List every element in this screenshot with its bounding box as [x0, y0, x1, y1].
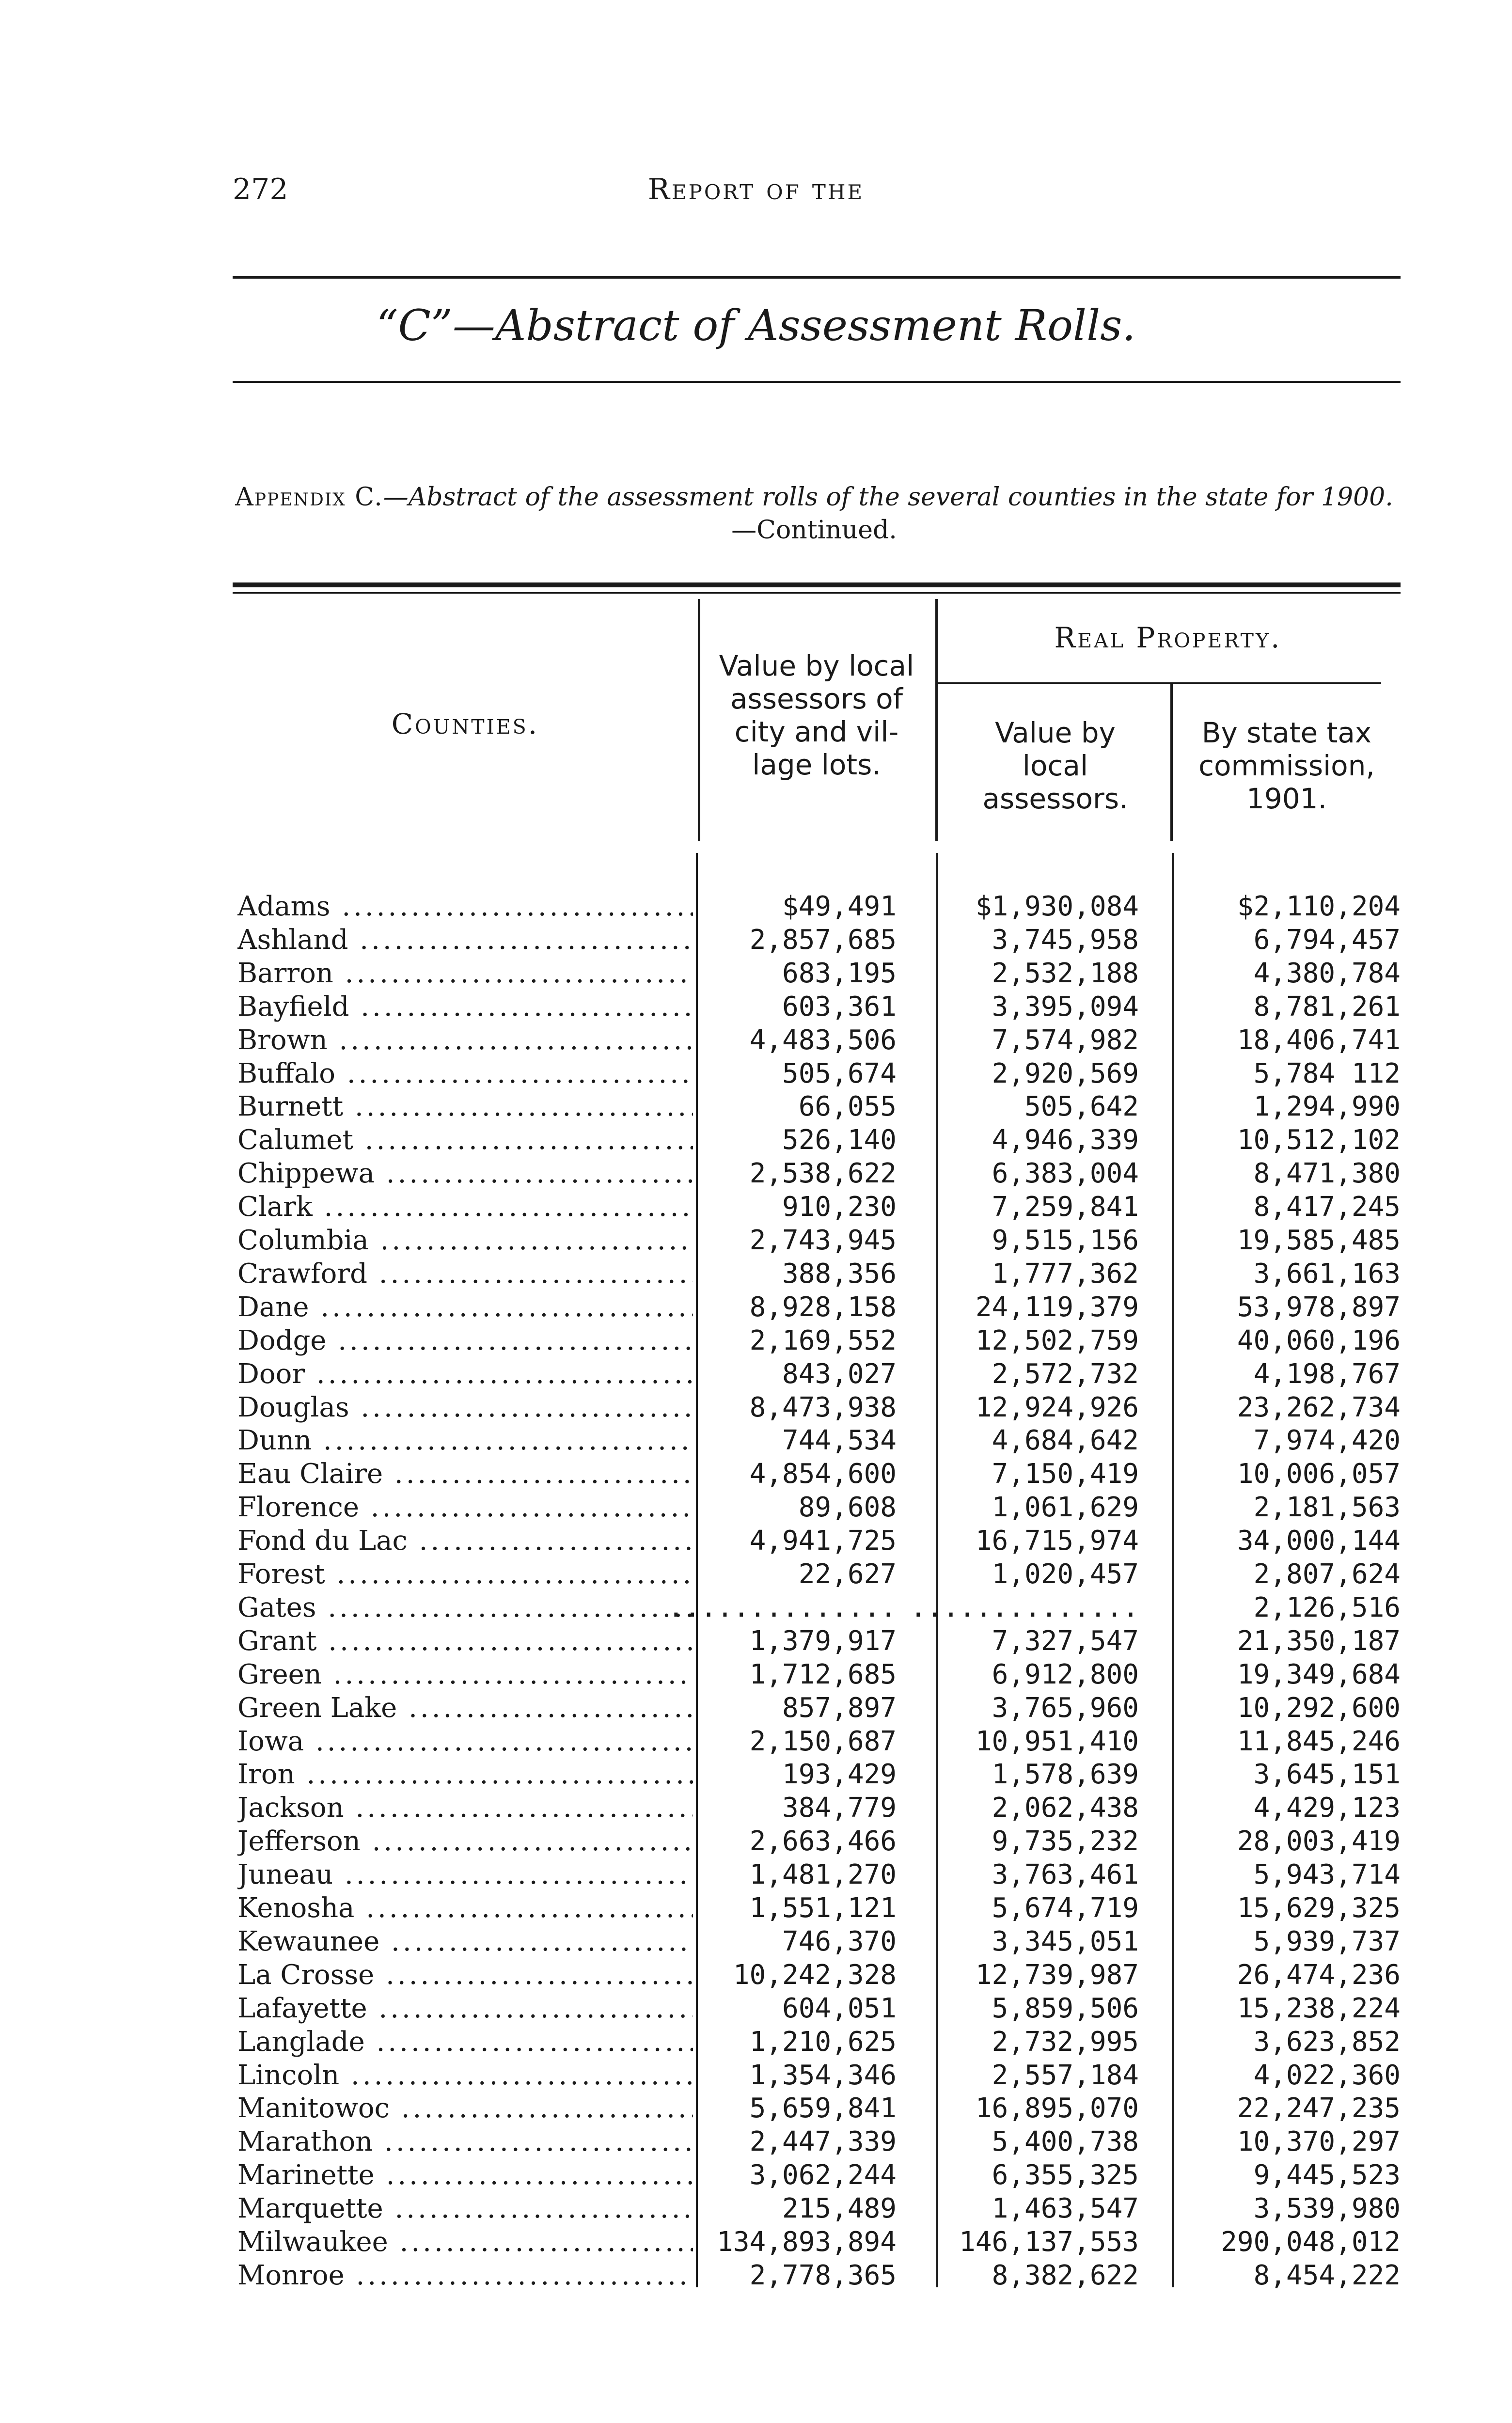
state-commission-value: 4,429,123 — [1253, 1792, 1401, 1824]
state-commission-value: 2,126,516 — [1253, 1591, 1401, 1623]
county-name: Lincoln ..... — [237, 2059, 693, 2092]
city-lots-value: 384,779 — [782, 1792, 897, 1824]
header-divider — [935, 599, 938, 841]
state-commission-value: 3,645,151 — [1253, 1759, 1401, 1791]
table-top-rule — [233, 582, 1401, 587]
city-lots-value: 1,481,270 — [749, 1859, 897, 1891]
state-commission-value: 3,539,980 — [1253, 2193, 1401, 2225]
table-row — [233, 957, 1401, 990]
col-city-lots-line: assessors of — [730, 682, 903, 715]
county-name: Kewaunee ..... — [237, 1925, 693, 1958]
county-name: Grant ..... — [237, 1624, 693, 1658]
city-lots-value: 2,743,945 — [749, 1225, 897, 1256]
title-rule — [233, 381, 1401, 383]
state-commission-value: 10,292,600 — [1237, 1692, 1401, 1724]
table-row — [233, 1791, 1401, 1825]
table-row — [233, 1391, 1401, 1424]
state-commission-value: 15,238,224 — [1237, 1992, 1401, 2024]
county-name: La Crosse ..... — [237, 1958, 693, 1992]
local-assessors-value: 4,946,339 — [992, 1124, 1139, 1156]
city-lots-value: 4,854,600 — [749, 1458, 897, 1490]
city-lots-value: $49,491 — [782, 891, 897, 922]
state-commission-value: 8,781,261 — [1253, 991, 1401, 1023]
table-row — [233, 2025, 1401, 2059]
county-name: Iowa ..... — [237, 1725, 693, 1758]
table-row — [233, 1524, 1401, 1558]
local-assessors-value: 6,912,800 — [992, 1658, 1139, 1690]
local-assessors-value: 7,574,982 — [992, 1024, 1139, 1056]
local-assessors-value: 5,400,738 — [992, 2126, 1139, 2158]
local-assessors-value: 12,502,759 — [975, 1324, 1139, 1356]
table-row — [233, 1925, 1401, 1958]
col-city-lots-line: Value by local — [719, 649, 914, 682]
state-commission-value: 2,181,563 — [1253, 1492, 1401, 1524]
state-commission-value: $2,110,204 — [1237, 891, 1401, 922]
state-commission-value: 4,198,767 — [1253, 1358, 1401, 1390]
county-name: Bayfield ..... — [237, 990, 693, 1023]
county-name: Iron ..... — [237, 1758, 693, 1791]
caption-tail: —Continued. — [731, 516, 897, 545]
state-commission-value: 40,060,196 — [1237, 1324, 1401, 1356]
county-name: Clark ..... — [237, 1190, 693, 1224]
table-row — [233, 1090, 1401, 1123]
state-commission-value: 3,661,163 — [1253, 1258, 1401, 1290]
city-lots-value: 526,140 — [782, 1124, 897, 1156]
county-name: Door ..... — [237, 1357, 693, 1391]
table-row — [233, 2125, 1401, 2158]
city-lots-value: 1,551,121 — [749, 1892, 897, 1924]
local-assessors-value: 9,735,232 — [992, 1825, 1139, 1857]
local-assessors-value: 1,777,362 — [992, 1258, 1139, 1290]
city-lots-value: 8,473,938 — [749, 1391, 897, 1423]
local-assessors-value: 2,532,188 — [992, 957, 1139, 989]
local-assessors-value: 10,951,410 — [975, 1725, 1139, 1757]
city-lots-value: 604,051 — [782, 1992, 897, 2024]
col-real-property: Real Property. — [1054, 621, 1282, 654]
local-assessors-value: 4,684,642 — [992, 1425, 1139, 1457]
county-name: Dodge ..... — [237, 1324, 693, 1357]
table-row — [233, 1691, 1401, 1725]
local-assessors-value: 7,150,419 — [992, 1458, 1139, 1490]
table-caption — [233, 481, 1396, 547]
table-row — [233, 1891, 1401, 1925]
county-name: Dunn ..... — [237, 1424, 693, 1457]
city-lots-value: 746,370 — [782, 1925, 897, 1957]
city-lots-value: 89,608 — [798, 1492, 897, 1524]
county-name: Forest ..... — [237, 1558, 693, 1591]
local-assessors-value: 505,642 — [1024, 1091, 1139, 1123]
table-row — [233, 2092, 1401, 2125]
table-row — [233, 1591, 1401, 1624]
col-local-line: assessors. — [982, 782, 1128, 815]
state-commission-value: 3,623,852 — [1253, 2026, 1401, 2058]
state-commission-value: 18,406,741 — [1237, 1024, 1401, 1056]
city-lots-value: 22,627 — [798, 1558, 897, 1590]
table-row — [233, 1157, 1401, 1190]
city-lots-value: .............. — [667, 1591, 897, 1623]
state-commission-value: 5,939,737 — [1253, 1925, 1401, 1957]
city-lots-value: 10,242,328 — [733, 1959, 897, 1991]
state-commission-value: 7,974,420 — [1253, 1425, 1401, 1457]
county-name: Lafayette ..... — [237, 1992, 693, 2025]
county-name: Marinette ..... — [237, 2158, 693, 2192]
county-name: Fond du Lac ..... — [237, 1524, 693, 1558]
table-row — [233, 1023, 1401, 1057]
city-lots-value: 683,195 — [782, 957, 897, 989]
col-city-lots-line: lage lots. — [752, 748, 881, 781]
local-assessors-value: 5,674,719 — [992, 1892, 1139, 1924]
city-lots-value: 388,356 — [782, 1258, 897, 1290]
city-lots-value: 1,712,685 — [749, 1658, 897, 1690]
table-row — [233, 1123, 1401, 1157]
local-assessors-value: 16,715,974 — [975, 1525, 1139, 1557]
local-assessors-value: 146,137,553 — [959, 2226, 1139, 2258]
county-name: Manitowoc ..... — [237, 2092, 693, 2125]
county-name: Brown ..... — [237, 1023, 693, 1057]
county-name: Chippewa ..... — [237, 1157, 693, 1190]
table-row — [233, 1725, 1401, 1758]
local-assessors-value: 2,920,569 — [992, 1057, 1139, 1089]
header-divider — [698, 599, 700, 841]
state-commission-value: 21,350,187 — [1237, 1625, 1401, 1657]
county-name: Jackson ..... — [237, 1791, 693, 1825]
local-assessors-value: 6,355,325 — [992, 2159, 1139, 2191]
state-commission-value: 8,471,380 — [1253, 1158, 1401, 1190]
running-title: Report of the — [647, 173, 865, 206]
table-row — [233, 1357, 1401, 1391]
section-title: “C”—Abstract of Assessment Rolls. — [376, 300, 1136, 350]
table-top-rule-thin — [233, 592, 1401, 594]
state-commission-value: 5,943,714 — [1253, 1859, 1401, 1891]
local-assessors-value: 3,763,461 — [992, 1859, 1139, 1891]
table-row — [233, 2192, 1401, 2225]
caption-lead: Appendix C. — [235, 483, 383, 512]
county-name: Langlade ..... — [237, 2025, 693, 2059]
local-assessors-value: 24,119,379 — [975, 1291, 1139, 1323]
city-lots-value: 2,778,365 — [749, 2259, 897, 2291]
table-row — [233, 1324, 1401, 1357]
city-lots-value: 2,169,552 — [749, 1324, 897, 1356]
county-name: Gates ..... — [237, 1591, 693, 1624]
col-state-line: commission, — [1198, 749, 1375, 782]
county-name: Adams ..... — [237, 890, 693, 923]
real-property-rule — [938, 682, 1381, 684]
state-commission-value: 19,585,485 — [1237, 1225, 1401, 1256]
col-city-lots-line: city and vil- — [734, 715, 899, 748]
state-commission-value: 28,003,419 — [1237, 1825, 1401, 1857]
county-name: Dane ..... — [237, 1290, 693, 1324]
state-commission-value: 11,845,246 — [1237, 1725, 1401, 1757]
table-row — [233, 1758, 1401, 1791]
local-assessors-value: 7,259,841 — [992, 1191, 1139, 1223]
table-row — [233, 1457, 1401, 1491]
county-name: Jefferson ..... — [237, 1825, 693, 1858]
local-assessors-value: .............. — [910, 1591, 1139, 1623]
city-lots-value: 4,483,506 — [749, 1024, 897, 1056]
state-commission-value: 8,454,222 — [1253, 2259, 1401, 2291]
table-row — [233, 1558, 1401, 1591]
local-assessors-value: 6,383,004 — [992, 1158, 1139, 1190]
county-name: Buffalo ..... — [237, 1057, 693, 1090]
county-name: Calumet ..... — [237, 1123, 693, 1157]
table-row — [233, 1658, 1401, 1691]
local-assessors-value: 1,061,629 — [992, 1492, 1139, 1524]
table-row — [233, 1057, 1401, 1090]
county-name: Ashland ..... — [237, 923, 693, 957]
local-assessors-value: 1,463,547 — [992, 2193, 1139, 2225]
city-lots-value: 1,379,917 — [749, 1625, 897, 1657]
table-row — [233, 1257, 1401, 1290]
col-state-commission — [1173, 716, 1401, 815]
local-assessors-value: 12,739,987 — [975, 1959, 1139, 1991]
state-commission-value: 8,417,245 — [1253, 1191, 1401, 1223]
state-commission-value: 22,247,235 — [1237, 2093, 1401, 2124]
county-name: Eau Claire ..... — [237, 1457, 693, 1491]
city-lots-value: 910,230 — [782, 1191, 897, 1223]
city-lots-value: 5,659,841 — [749, 2093, 897, 2124]
top-rule — [233, 276, 1401, 279]
table-row — [233, 1224, 1401, 1257]
county-name: Green ..... — [237, 1658, 693, 1691]
state-commission-value: 2,807,624 — [1253, 1558, 1401, 1590]
table-row — [233, 1624, 1401, 1658]
local-assessors-value: 1,578,639 — [992, 1759, 1139, 1791]
county-name: Green Lake ..... — [237, 1691, 693, 1725]
local-assessors-value: 16,895,070 — [975, 2093, 1139, 2124]
local-assessors-value: 2,732,995 — [992, 2026, 1139, 2058]
table-row — [233, 2059, 1401, 2092]
county-name: Marathon ..... — [237, 2125, 693, 2158]
city-lots-value: 8,928,158 — [749, 1291, 897, 1323]
county-name: Florence ..... — [237, 1491, 693, 1524]
local-assessors-value: 7,327,547 — [992, 1625, 1139, 1657]
state-commission-value: 15,629,325 — [1237, 1892, 1401, 1924]
col-state-line: By state tax — [1201, 716, 1372, 749]
county-name: Kenosha ..... — [237, 1891, 693, 1925]
table-row — [233, 923, 1401, 957]
caption-italic: —Abstract of the assessment rolls of the several counties in the state for 1900. — [383, 483, 1393, 512]
col-state-line: 1901. — [1246, 782, 1327, 815]
city-lots-value: 857,897 — [782, 1692, 897, 1724]
county-name: Barron ..... — [237, 957, 693, 990]
city-lots-value: 1,210,625 — [749, 2026, 897, 2058]
city-lots-value: 744,534 — [782, 1425, 897, 1457]
local-assessors-value: 5,859,506 — [992, 1992, 1139, 2024]
table-row — [233, 1190, 1401, 1224]
city-lots-value: 134,893,894 — [717, 2226, 897, 2258]
city-lots-value: 843,027 — [782, 1358, 897, 1390]
county-name: Juneau ..... — [237, 1858, 693, 1891]
city-lots-value: 215,489 — [782, 2193, 897, 2225]
local-assessors-value: 12,924,926 — [975, 1391, 1139, 1423]
state-commission-value: 34,000,144 — [1237, 1525, 1401, 1557]
table-row — [233, 2225, 1401, 2259]
county-name: Milwaukee ..... — [237, 2225, 693, 2259]
table-row — [233, 990, 1401, 1023]
county-name: Marquette ..... — [237, 2192, 693, 2225]
table-row — [233, 1290, 1401, 1324]
local-assessors-value: 2,572,732 — [992, 1358, 1139, 1390]
state-commission-value: 53,978,897 — [1237, 1291, 1401, 1323]
county-name: Douglas ..... — [237, 1391, 693, 1424]
city-lots-value: 2,447,339 — [749, 2126, 897, 2158]
col-local-line: local — [1022, 749, 1088, 782]
local-assessors-value: 3,395,094 — [992, 991, 1139, 1023]
city-lots-value: 505,674 — [782, 1057, 897, 1089]
county-name: Burnett ..... — [237, 1090, 693, 1123]
local-assessors-value: 2,062,438 — [992, 1792, 1139, 1824]
local-assessors-value: 3,765,960 — [992, 1692, 1139, 1724]
state-commission-value: 4,022,360 — [1253, 2059, 1401, 2091]
table-row — [233, 1858, 1401, 1891]
state-commission-value: 10,512,102 — [1237, 1124, 1401, 1156]
local-assessors-value: 9,515,156 — [992, 1225, 1139, 1256]
table-row — [233, 1825, 1401, 1858]
table-row — [233, 890, 1401, 923]
state-commission-value: 26,474,236 — [1237, 1959, 1401, 1991]
page-number: 272 — [233, 173, 288, 206]
city-lots-value: 2,857,685 — [749, 924, 897, 956]
city-lots-value: 2,150,687 — [749, 1725, 897, 1757]
table-row — [233, 1958, 1401, 1992]
table-row — [233, 2259, 1401, 2292]
state-commission-value: 9,445,523 — [1253, 2159, 1401, 2191]
col-local-line: Value by — [995, 716, 1116, 749]
county-name: Crawford ..... — [237, 1257, 693, 1290]
state-commission-value: 10,006,057 — [1237, 1458, 1401, 1490]
city-lots-value: 1,354,346 — [749, 2059, 897, 2091]
city-lots-value: 3,062,244 — [749, 2159, 897, 2191]
col-local-assessors — [938, 716, 1173, 815]
state-commission-value: 290,048,012 — [1221, 2226, 1401, 2258]
state-commission-value: 4,380,784 — [1253, 957, 1401, 989]
local-assessors-value: $1,930,084 — [975, 891, 1139, 922]
col-city-lots — [698, 649, 935, 781]
city-lots-value: 2,663,466 — [749, 1825, 897, 1857]
city-lots-value: 2,538,622 — [749, 1158, 897, 1190]
city-lots-value: 193,429 — [782, 1759, 897, 1791]
local-assessors-value: 1,020,457 — [992, 1558, 1139, 1590]
city-lots-value: 4,941,725 — [749, 1525, 897, 1557]
header-divider — [1170, 684, 1173, 841]
table-row — [233, 1992, 1401, 2025]
state-commission-value: 10,370,297 — [1237, 2126, 1401, 2158]
city-lots-value: 603,361 — [782, 991, 897, 1023]
local-assessors-value: 3,745,958 — [992, 924, 1139, 956]
col-counties: Counties. — [391, 708, 539, 740]
county-name: Monroe ..... — [237, 2259, 693, 2292]
local-assessors-value: 3,345,051 — [992, 1925, 1139, 1957]
local-assessors-value: 8,382,622 — [992, 2259, 1139, 2291]
table-row — [233, 1424, 1401, 1457]
county-name: Columbia ..... — [237, 1224, 693, 1257]
table-row — [233, 2158, 1401, 2192]
state-commission-value: 19,349,684 — [1237, 1658, 1401, 1690]
state-commission-value: 6,794,457 — [1253, 924, 1401, 956]
local-assessors-value: 2,557,184 — [992, 2059, 1139, 2091]
state-commission-value: 23,262,734 — [1237, 1391, 1401, 1423]
state-commission-value: 5,784 112 — [1253, 1057, 1401, 1089]
city-lots-value: 66,055 — [798, 1091, 897, 1123]
table-row — [233, 1491, 1401, 1524]
state-commission-value: 1,294,990 — [1253, 1091, 1401, 1123]
